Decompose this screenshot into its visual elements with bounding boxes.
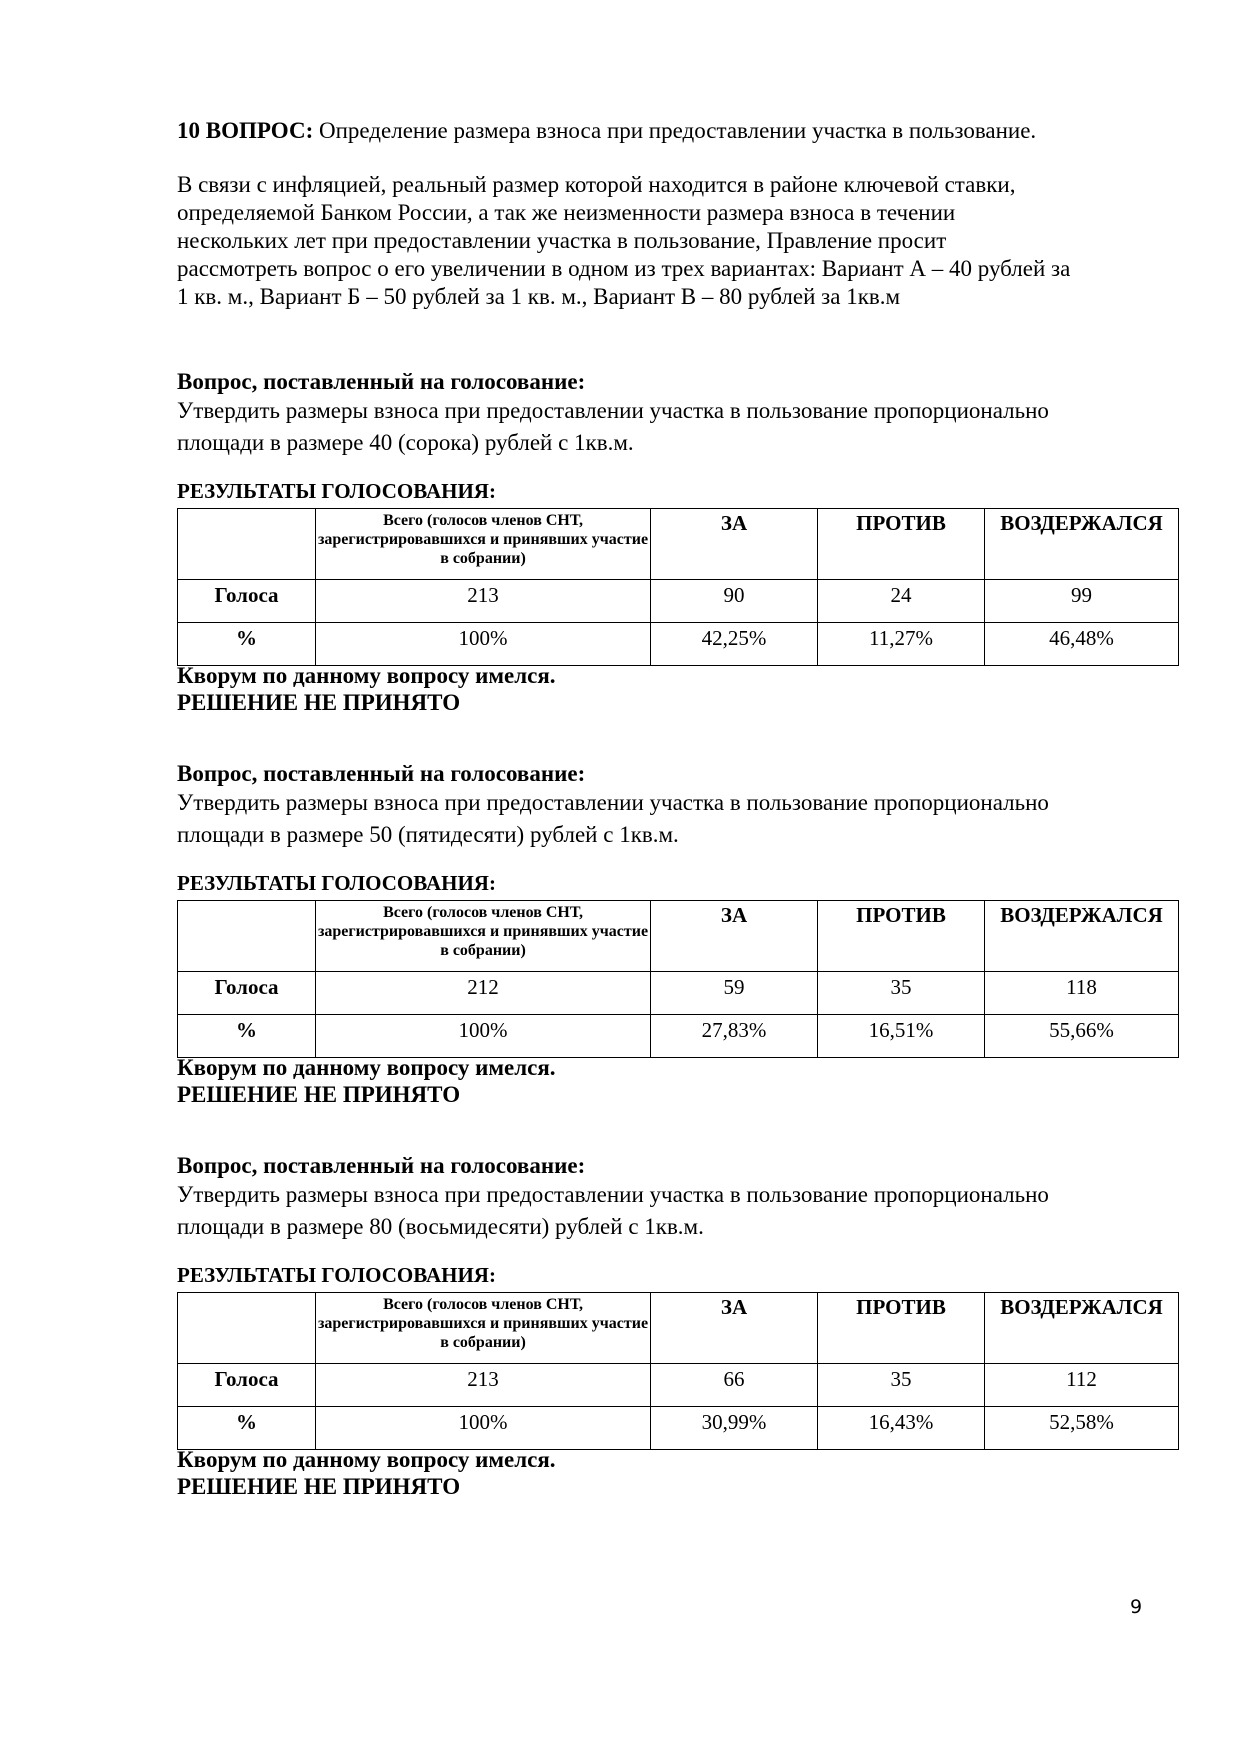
header-cell-for: ЗА [651, 901, 818, 972]
intro-line: рассмотреть вопрос о его увеличении в одном из трех вариантах: Вариант А – 40 рублей за [177, 256, 1071, 281]
vote-text-line: площади в размере 40 (сорока) рублей с 1кв.м. [177, 430, 634, 455]
table-row [178, 580, 1179, 623]
vote-text-line: Утвердить размеры взноса при предоставлении участка в пользование пропорционально [177, 790, 1049, 815]
header-cell-total: Всего (голосов членов СНТ, зарегистрировавшихся и принявших участие в собрании) [316, 901, 651, 972]
table-cell: 90 [651, 580, 818, 623]
header-cell-abstained: ВОЗДЕРЖАЛСЯ [985, 509, 1179, 580]
results-label: РЕЗУЛЬТАТЫ ГОЛОСОВАНИЯ: [177, 1263, 496, 1287]
table-cell: 35 [818, 972, 985, 1015]
results-label: РЕЗУЛЬТАТЫ ГОЛОСОВАНИЯ: [177, 871, 496, 895]
quorum-text: Кворум по данному вопросу имелся. [177, 1447, 556, 1472]
quorum-text: Кворум по данному вопросу имелся. [177, 1055, 556, 1080]
vote-text-line: Утвердить размеры взноса при предоставлении участка в пользование пропорционально [177, 1182, 1049, 1207]
table-cell: 59 [651, 972, 818, 1015]
header-cell-abstained: ВОЗДЕРЖАЛСЯ [985, 901, 1179, 972]
table-cell: 24 [818, 580, 985, 623]
header-cell-empty [178, 1293, 316, 1364]
vote-text [177, 787, 1049, 851]
table-cell: 100% [316, 1407, 651, 1450]
question-heading [177, 117, 1036, 145]
table-row [178, 1407, 1179, 1450]
table-cell: 212 [316, 972, 651, 1015]
results-table [177, 900, 1179, 1058]
table-cell: 66 [651, 1364, 818, 1407]
intro-line: 1 кв. м., Вариант Б – 50 рублей за 1 кв. м., Вариант В – 80 рублей за 1кв.м [177, 284, 901, 309]
header-cell-against: ПРОТИВ [818, 901, 985, 972]
row-label: % [178, 1015, 316, 1058]
results-table [177, 508, 1179, 666]
table-header-row [178, 901, 1179, 972]
header-cell-for: ЗА [651, 1293, 818, 1364]
header-cell-total: Всего (голосов членов СНТ, зарегистрировавшихся и принявших участие в собрании) [316, 509, 651, 580]
table-cell: 16,43% [818, 1407, 985, 1450]
header-cell-against: ПРОТИВ [818, 509, 985, 580]
table-header-row [178, 1293, 1179, 1364]
table-cell: 46,48% [985, 623, 1179, 666]
table-cell: 16,51% [818, 1015, 985, 1058]
vote-text-line: Утвердить размеры взноса при предоставлении участка в пользование пропорционально [177, 398, 1049, 423]
table-row [178, 972, 1179, 1015]
row-label: % [178, 623, 316, 666]
table-header-row [178, 509, 1179, 580]
header-cell-empty [178, 509, 316, 580]
vote-text-line: площади в размере 50 (пятидесяти) рублей с 1кв.м. [177, 822, 679, 847]
results-label: РЕЗУЛЬТАТЫ ГОЛОСОВАНИЯ: [177, 479, 496, 503]
header-cell-against: ПРОТИВ [818, 1293, 985, 1364]
header-cell-empty [178, 901, 316, 972]
table-cell: 11,27% [818, 623, 985, 666]
header-cell-abstained: ВОЗДЕРЖАЛСЯ [985, 1293, 1179, 1364]
table-row [178, 1015, 1179, 1058]
table-cell: 112 [985, 1364, 1179, 1407]
vote-label: Вопрос, поставленный на голосование: [177, 369, 586, 394]
decision-text: РЕШЕНИЕ НЕ ПРИНЯТО [177, 1474, 461, 1499]
table-cell: 42,25% [651, 623, 818, 666]
table-cell: 35 [818, 1364, 985, 1407]
vote-label: Вопрос, поставленный на голосование: [177, 1153, 586, 1178]
vote-text-line: площади в размере 80 (восьмидесяти) рублей с 1кв.м. [177, 1214, 704, 1239]
decision-text: РЕШЕНИЕ НЕ ПРИНЯТО [177, 1082, 461, 1107]
quorum-text: Кворум по данному вопросу имелся. [177, 663, 556, 688]
question-intro [177, 171, 1177, 311]
vote-label: Вопрос, поставленный на голосование: [177, 761, 586, 786]
table-cell: 118 [985, 972, 1179, 1015]
table-cell: 52,58% [985, 1407, 1179, 1450]
intro-line: нескольких лет при предоставлении участка в пользование, Правление просит [177, 228, 947, 253]
table-row [178, 623, 1179, 666]
table-cell: 30,99% [651, 1407, 818, 1450]
table-cell: 99 [985, 580, 1179, 623]
header-cell-total: Всего (голосов членов СНТ, зарегистрировавшихся и принявших участие в собрании) [316, 1293, 651, 1364]
intro-line: определяемой Банком России, а так же неизменности размера взноса в течении [177, 200, 956, 225]
row-label: Голоса [178, 972, 316, 1015]
row-label: Голоса [178, 1364, 316, 1407]
table-cell: 213 [316, 1364, 651, 1407]
table-row [178, 1364, 1179, 1407]
intro-line: В связи с инфляцией, реальный размер которой находится в районе ключевой ставки, [177, 172, 1016, 197]
table-cell: 55,66% [985, 1015, 1179, 1058]
page-number: 9 [1130, 1596, 1143, 1618]
results-table [177, 1292, 1179, 1450]
table-cell: 27,83% [651, 1015, 818, 1058]
table-cell: 100% [316, 1015, 651, 1058]
vote-text [177, 395, 1049, 459]
row-label: Голоса [178, 580, 316, 623]
question-title: Определение размера взноса при предоставлении участка в пользование. [313, 118, 1037, 143]
vote-text [177, 1179, 1049, 1243]
decision-text: РЕШЕНИЕ НЕ ПРИНЯТО [177, 690, 461, 715]
question-number: 10 ВОПРОС: [177, 118, 314, 143]
row-label: % [178, 1407, 316, 1450]
header-cell-for: ЗА [651, 509, 818, 580]
table-cell: 100% [316, 623, 651, 666]
table-cell: 213 [316, 580, 651, 623]
